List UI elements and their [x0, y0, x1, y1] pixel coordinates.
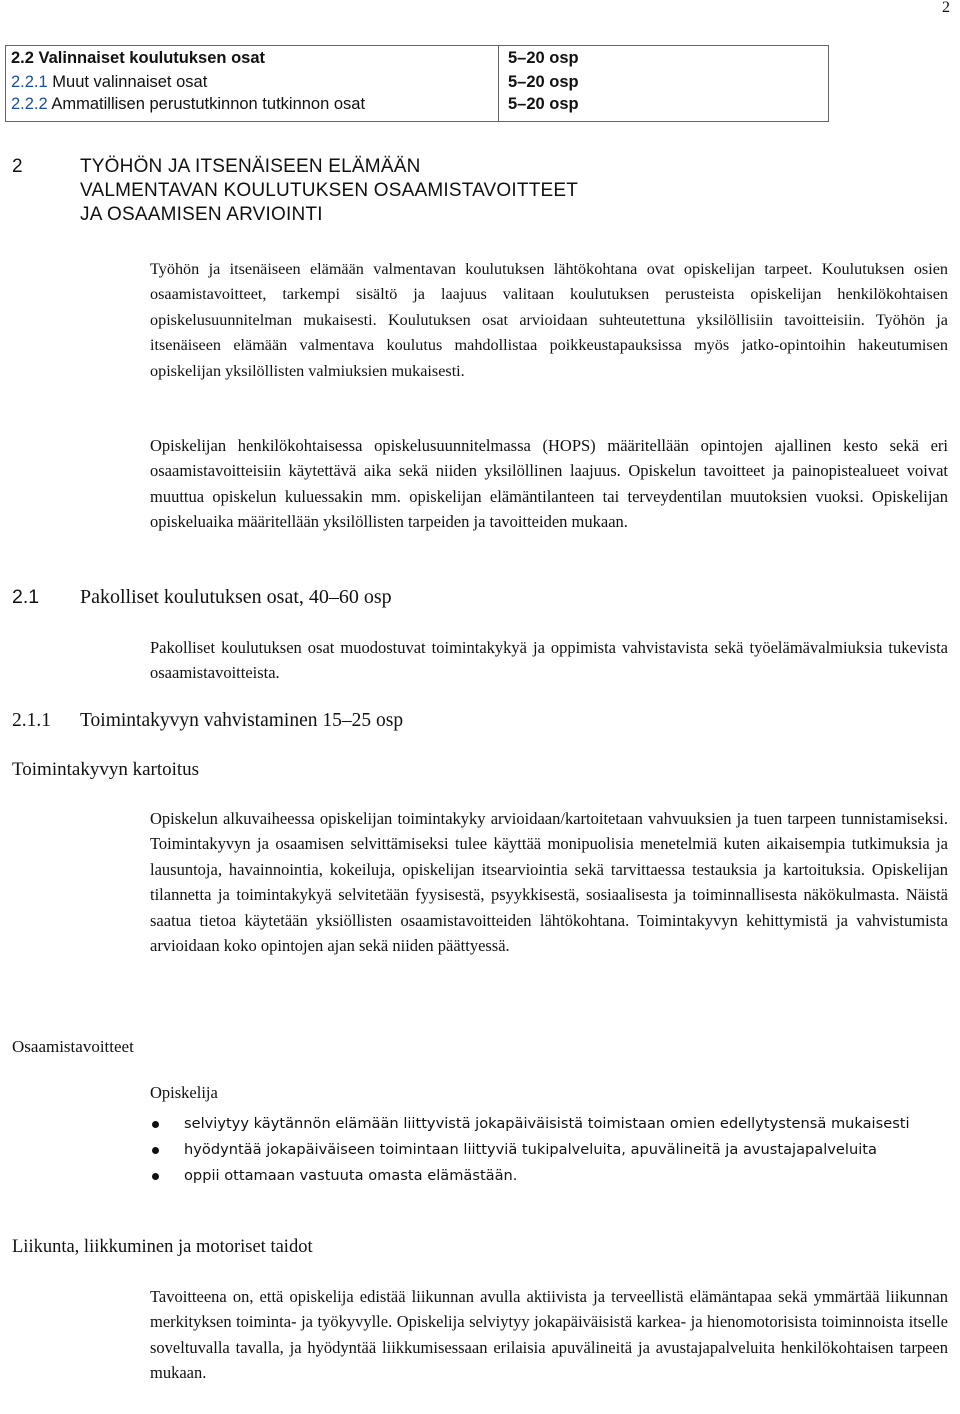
section-title: TYÖHÖN JA ITSENÄISEEN ELÄMÄÄN VALMENTAVAN KOULUTUKSEN OSAAMISTAVOITTEET JA OSAAMISEN ARVIOINTI	[80, 156, 579, 225]
liikunta-heading: Liikunta, liikkuminen ja motoriset taidot	[12, 1237, 313, 1257]
row-value: 5–20 osp	[508, 73, 579, 91]
liikunta-paragraph: Tavoitteena on, että opiskelija edistää liikunnan avulla aktiivista ja terveellistä elämäntapaa sekä ymmärtää liikunnan merkityksen toiminta- ja työkyvylle. Opiskelija selviytyy jokapäiväisistä karkea- ja hienomotorisista toiminnoista itselle soveltuvalla tavalla, ja hyödyntää liikkumisessaan erilaisia apuvälineitä ja avustajapalveluita henkilökohtaisen tarpeen mukaan.	[150, 1287, 948, 1383]
goals-list-container	[150, 1112, 910, 1190]
pakolliset-paragraph: Pakolliset koulutuksen osat muodostuvat toimintakykyä ja oppimista vahvistavista sekä työelämävalmiuksia tukevista osaamistavoitteista.	[150, 638, 948, 683]
intro-paragraph: Työhön ja itsenäiseen elämään valmentavan koulutuksen lähtökohtana ovat opiskelijan tarpeet. Koulutuksen osien osaamistavoitteet, tarkempi sisältö ja laajuus valitaan koulutuksen perusteista opiskelijan henkilökohtaisen opiskelusuunnitelman mukaisesti. Koulutuksen osat arvioidaan suhteutettuna yksilöllisiin tavoitteisiin. Työhön ja itsenäiseen elämään valmentava koulutus mahdollistaa poikkeustapauksissa myös jatko-opintoihin hakeutumisen opiskelijan yksilöllisten valmiuksien mukaisesti.	[150, 260, 948, 380]
goals-list	[150, 1112, 910, 1188]
bullet-icon	[152, 1147, 159, 1154]
section-number: 2	[12, 156, 23, 177]
list-item: oppii ottamaan vastuuta omasta elämästään.	[150, 1164, 910, 1188]
kartoitus-paragraph: Opiskelun alkuvaiheessa opiskelijan toimintakyky arvioidaan/kartoitetaan vahvuuksien ja tuen tarpeen tunnistamiseksi. Toimintakyvyn ja osaamisen selvittämiseksi tulee käyttää monipuolisia menetelmiä kuten aikaisempia tutkimuksia ja lausuntoja, havainnointia, kokeiluja, opiskelijan itsearviointia sekä tarvittaessa testauksia ja kartoituksia. Opiskelijan tilannetta ja toimintakykyä selvitetään fyysisestä, psyykkisestä, sosiaalisesta ja toiminnallisesta näkökulmasta. Näistä saatua tietoa käytetään yksiöllisten osaamistavoitteiden lähtökohtana. Toimintakyvyn kehittymistä ja vahvistumista arvioidaan koko opintojen ajan sekä niiden päättyessä.	[150, 809, 948, 956]
table-row	[6, 95, 828, 117]
subsubsection-heading: 2.1.1 Toimintakyvyn vahvistaminen 15–25 osp	[12, 710, 404, 731]
goals-lead: Opiskelija	[150, 1083, 218, 1102]
row-label: 2.2.1 Muut valinnaiset osat	[11, 73, 208, 91]
bullet-icon	[152, 1121, 159, 1128]
osaamistavoitteet-label: Osaamistavoitteet	[12, 1037, 134, 1056]
row-label: 2.2.2 Ammatillisen perustutkinnon tutkinnon osat	[11, 95, 366, 113]
row-label: 2.2 Valinnaiset koulutuksen osat	[11, 49, 266, 67]
table-row	[6, 73, 828, 95]
page-number: 2	[942, 0, 950, 16]
kartoitus-heading: Toimintakyvyn kartoitus	[12, 759, 200, 780]
row-value: 5–20 osp	[508, 49, 579, 67]
subsection-heading: 2.1 Pakolliset koulutuksen osat, 40–60 osp	[12, 586, 392, 608]
list-item: selviytyy käytännön elämään liittyvistä jokapäiväisistä toimistaan omien edellytystensä mukaisesti	[150, 1112, 910, 1136]
row-value: 5–20 osp	[508, 95, 579, 113]
table-row	[6, 49, 828, 71]
hops-paragraph: Opiskelijan henkilökohtaisessa opiskelusuunnitelmassa (HOPS) määritellään opintojen ajallinen kesto sekä eri osaamistavoitteisiin käytettävä aika sekä niiden yksilöllinen laajuus. Opiskelun tavoitteet ja painopistealueet voivat muuttua opiskelun kuluessakin mm. opiskelijan elämäntilanteen tai terveydentilan muutoksien vuoksi. Opiskelijan opiskeluaika määritellään yksilöllisten tarpeiden ja tavoitteiden mukaan.	[150, 436, 948, 532]
bullet-icon	[152, 1173, 159, 1180]
summary-table	[5, 45, 829, 122]
list-item: hyödyntää jokapäiväiseen toimintaan liittyviä tukipalveluita, apuvälineitä ja avustajapalveluita	[150, 1138, 910, 1162]
